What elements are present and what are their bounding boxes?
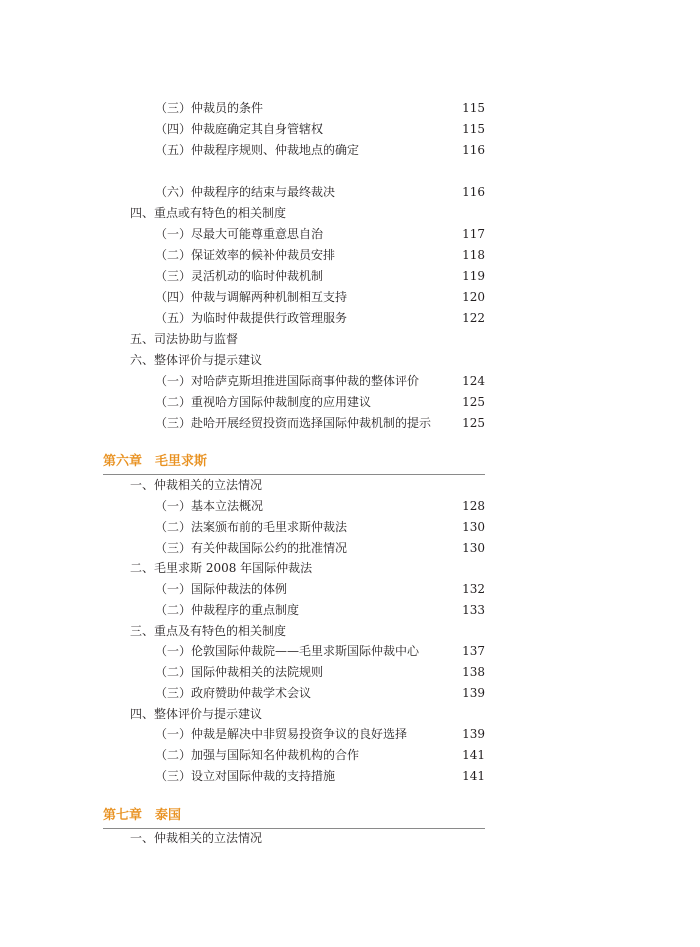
toc-section-title: 五、司法协助与监督: [130, 332, 239, 346]
toc-entry[interactable]: [0, 579, 700, 599]
toc-entry-title: （二）国际仲裁相关的法院规则: [155, 665, 324, 679]
toc-entry[interactable]: [0, 224, 700, 244]
toc-entry[interactable]: [0, 266, 700, 286]
toc-entry[interactable]: [0, 308, 700, 328]
toc-entry-title: （三）灵活机动的临时仲裁机制: [155, 269, 324, 283]
toc-section-title: 一、仲裁相关的立法情况: [130, 478, 263, 492]
toc-entry-page: 122: [462, 311, 485, 325]
toc-entry-page: 125: [462, 395, 485, 409]
toc-entry-title: （三）赴哈开展经贸投资而选择国际仲裁机制的提示: [155, 416, 432, 430]
toc-entry-title: （一）尽最大可能尊重意思自治: [155, 227, 324, 241]
toc-section-title: 三、重点及有特色的相关制度: [130, 624, 287, 638]
toc-entry[interactable]: [0, 641, 700, 661]
toc-entry[interactable]: [0, 538, 700, 558]
chapter-heading[interactable]: [103, 806, 485, 829]
chapter-number: 第七章: [103, 808, 143, 823]
chapter-title: 毛里求斯: [155, 454, 208, 469]
toc-section-heading[interactable]: [0, 621, 700, 641]
toc-entry-title: （四）仲裁庭确定其自身管辖权: [155, 122, 324, 136]
toc-entry-title: （五）仲裁程序规则、仲裁地点的确定: [155, 143, 360, 157]
toc-section-heading[interactable]: [0, 558, 700, 578]
toc-entry[interactable]: [0, 745, 700, 765]
toc-entry-title: （三）仲裁员的条件: [155, 101, 264, 115]
toc-entry-page: 117: [462, 227, 485, 241]
toc-entry[interactable]: [0, 392, 700, 412]
toc-entry-page: 115: [462, 101, 485, 115]
toc-entry-page: 120: [462, 290, 485, 304]
toc-entry-page: 141: [462, 748, 485, 762]
toc-section-title: 四、整体评价与提示建议: [130, 707, 263, 721]
toc-entry-title: （二）加强与国际知名仲裁机构的合作: [155, 748, 360, 762]
toc-entry-title: （二）仲裁程序的重点制度: [155, 603, 300, 617]
toc-entry-title: （三）有关仲裁国际公约的批准情况: [155, 541, 348, 555]
toc-entry[interactable]: [0, 371, 700, 391]
toc-entry-page: 128: [462, 499, 485, 513]
toc-section-title: 一、仲裁相关的立法情况: [130, 831, 263, 845]
toc-entry-title: （一）对哈萨克斯坦推进国际商事仲裁的整体评价: [155, 374, 420, 388]
toc-entry-page: 139: [462, 686, 485, 700]
chapter-title: 泰国: [155, 808, 182, 823]
chapter-number: 第六章: [103, 454, 143, 469]
toc-entry-title: （一）仲裁是解决中非贸易投资争议的良好选择: [155, 727, 408, 741]
toc-entry[interactable]: [0, 98, 700, 118]
toc-entry-title: （一）伦敦国际仲裁院——毛里求斯国际仲裁中心: [155, 644, 420, 658]
toc-entry[interactable]: [0, 140, 700, 160]
toc-entry-page: 115: [462, 122, 485, 136]
toc-entry-page: 116: [462, 143, 485, 157]
toc-entry[interactable]: [0, 413, 700, 433]
toc-entry[interactable]: [0, 662, 700, 682]
toc-entry-title: （二）重视哈方国际仲裁制度的应用建议: [155, 395, 372, 409]
toc-entry-page: 130: [462, 541, 485, 555]
toc-entry[interactable]: [0, 766, 700, 786]
chapter-heading[interactable]: [103, 452, 485, 475]
toc-entry-page: 138: [462, 665, 485, 679]
toc-entry-page: 133: [462, 603, 485, 617]
toc-section-title: 六、整体评价与提示建议: [130, 353, 263, 367]
toc-entry[interactable]: [0, 724, 700, 744]
toc-entry-page: 118: [462, 248, 485, 262]
toc-section-heading[interactable]: [0, 203, 700, 223]
toc-section-title: 四、重点或有特色的相关制度: [130, 206, 287, 220]
toc-section-heading[interactable]: [0, 475, 700, 495]
toc-section-heading[interactable]: [0, 329, 700, 349]
toc-entry-page: 141: [462, 769, 485, 783]
toc-entry-title: （二）保证效率的候补仲裁员安排: [155, 248, 336, 262]
toc-entry-page: 116: [462, 185, 485, 199]
toc-entry[interactable]: [0, 182, 700, 202]
toc-entry[interactable]: [0, 600, 700, 620]
toc-entry[interactable]: [0, 245, 700, 265]
toc-entry[interactable]: [0, 517, 700, 537]
toc-entry-page: 137: [462, 644, 485, 658]
toc-entry[interactable]: [0, 496, 700, 516]
toc-entry-page: 130: [462, 520, 485, 534]
toc-entry-title: （三）设立对国际仲裁的支持措施: [155, 769, 336, 783]
toc-entry-page: 119: [462, 269, 485, 283]
toc-entry-page: 139: [462, 727, 485, 741]
toc-entry-title: （六）仲裁程序的结束与最终裁决: [155, 185, 336, 199]
toc-entry[interactable]: [0, 119, 700, 139]
toc-entry-title: （三）政府赞助仲裁学术会议: [155, 686, 312, 700]
toc-entry[interactable]: [0, 287, 700, 307]
toc-entry-page: 125: [462, 416, 485, 430]
toc-entry-title: （一）基本立法概况: [155, 499, 264, 513]
toc-section-heading[interactable]: [0, 704, 700, 724]
toc-entry-title: （一）国际仲裁法的体例: [155, 582, 288, 596]
toc-entry-page: 132: [462, 582, 485, 596]
toc-entry[interactable]: [0, 683, 700, 703]
toc-entry-title: （四）仲裁与调解两种机制相互支持: [155, 290, 348, 304]
toc-section-heading[interactable]: [0, 350, 700, 370]
toc-entry-title: （五）为临时仲裁提供行政管理服务: [155, 311, 348, 325]
toc-entry-title: （二）法案颁布前的毛里求斯仲裁法: [155, 520, 348, 534]
toc-section-title: 二、毛里求斯 2008 年国际仲裁法: [130, 561, 313, 575]
toc-entry-page: 124: [462, 374, 485, 388]
toc-section-heading[interactable]: [0, 828, 700, 848]
